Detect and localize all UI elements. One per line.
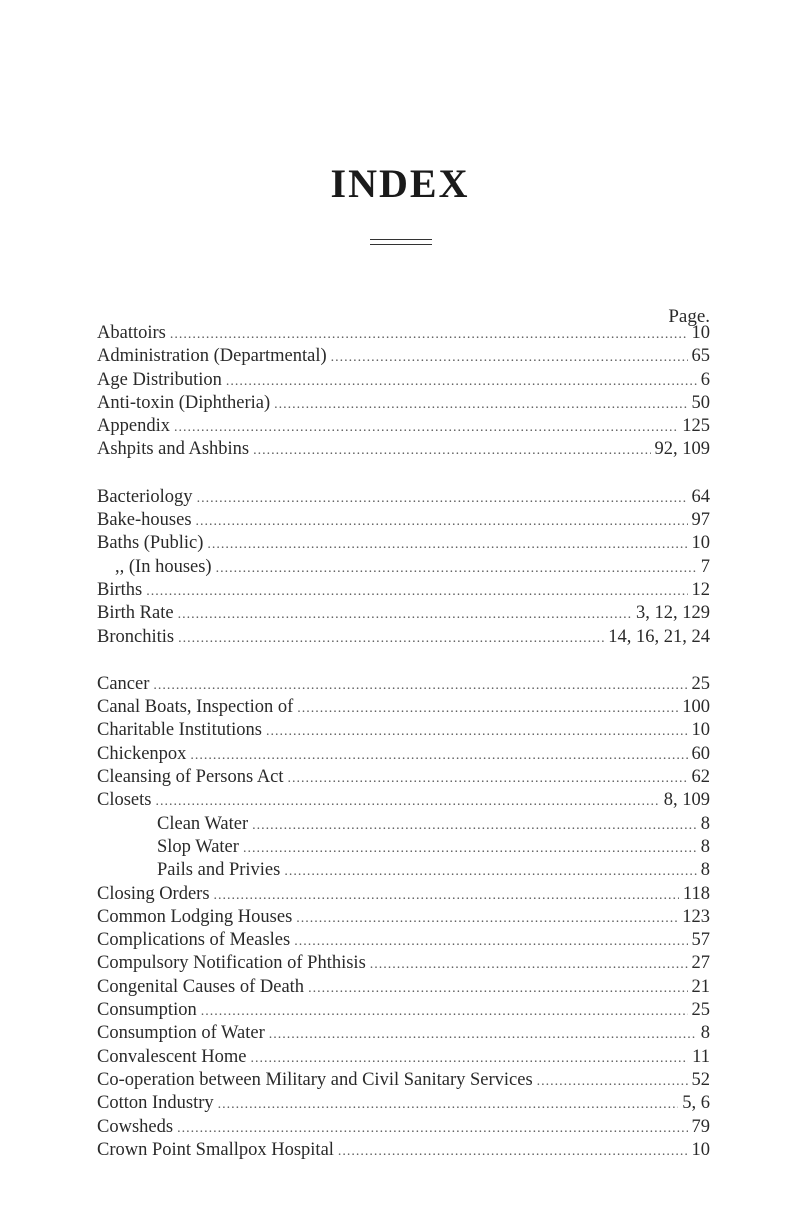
index-entry bbox=[97, 486, 710, 509]
dot-leader bbox=[537, 1070, 688, 1093]
entry-label: Complications of Measles bbox=[97, 930, 291, 951]
entry-label: Age Distribution bbox=[97, 369, 222, 390]
dot-leader bbox=[190, 744, 687, 767]
entry-page-number: 100 bbox=[682, 697, 710, 718]
page-title: INDEX bbox=[330, 161, 470, 206]
entry-page-number: 60 bbox=[691, 743, 710, 764]
index-entry bbox=[97, 438, 710, 461]
entry-label: Bronchitis bbox=[97, 626, 175, 647]
index-entry bbox=[97, 976, 710, 999]
index-entry bbox=[97, 345, 710, 368]
index-entry bbox=[97, 1069, 710, 1092]
entry-label: Slop Water bbox=[157, 836, 239, 857]
entry-page-number: 50 bbox=[691, 392, 710, 413]
entry-label: Cancer bbox=[97, 673, 150, 694]
index-entry bbox=[97, 322, 710, 345]
entry-page-number: 11 bbox=[692, 1046, 710, 1067]
entry-page-number: 8 bbox=[700, 1023, 710, 1044]
index-entry bbox=[97, 906, 710, 929]
entry-page-number: 8 bbox=[700, 836, 710, 857]
dot-leader bbox=[177, 1117, 687, 1140]
index-entry bbox=[97, 626, 710, 649]
entry-page-number: 10 bbox=[691, 533, 710, 554]
entry-label: Appendix bbox=[97, 416, 170, 437]
entry-page-number: 10 bbox=[691, 720, 710, 741]
index-section bbox=[97, 322, 710, 462]
entry-page-number: 27 bbox=[691, 953, 710, 974]
entry-page-number: 8, 109 bbox=[663, 790, 710, 811]
dot-leader bbox=[207, 533, 687, 556]
entry-label: Administration (Departmental) bbox=[97, 346, 327, 367]
index-entry bbox=[97, 719, 710, 742]
entry-page-number: 79 bbox=[691, 1116, 710, 1137]
entry-label: Congenital Causes of Death bbox=[97, 976, 305, 997]
index-entry bbox=[97, 509, 710, 532]
index-entry bbox=[97, 789, 710, 812]
entry-label: ,, (In houses) bbox=[115, 556, 212, 577]
entry-label: Anti-toxin (Diphtheria) bbox=[97, 392, 271, 413]
dot-leader bbox=[331, 346, 688, 369]
dot-leader bbox=[178, 627, 604, 650]
entry-page-number: 52 bbox=[691, 1069, 710, 1090]
index-entry bbox=[97, 999, 710, 1022]
dot-leader bbox=[201, 1000, 688, 1023]
entry-label: Baths (Public) bbox=[97, 533, 204, 554]
dot-leader bbox=[253, 439, 650, 462]
entry-label: Birth Rate bbox=[97, 603, 174, 624]
index-entry bbox=[97, 859, 710, 882]
entry-page-number: 62 bbox=[691, 767, 710, 788]
entry-label: Canal Boats, Inspection of bbox=[97, 697, 294, 718]
index-entry bbox=[97, 532, 710, 555]
dot-leader bbox=[155, 790, 659, 813]
dot-leader bbox=[338, 1140, 688, 1163]
index-section bbox=[97, 673, 710, 1162]
entry-label: Pails and Privies bbox=[157, 860, 281, 881]
entry-label: Clean Water bbox=[157, 813, 249, 834]
entry-label: Abattoirs bbox=[97, 323, 166, 343]
index-entry bbox=[97, 836, 710, 859]
dot-leader bbox=[308, 977, 687, 1000]
entry-label: Crown Point Smallpox Hospital bbox=[97, 1139, 334, 1160]
entry-page-number: 97 bbox=[691, 510, 710, 531]
entry-label: Charitable Institutions bbox=[97, 720, 262, 741]
entry-page-number: 8 bbox=[700, 860, 710, 881]
entry-label: Cleansing of Persons Act bbox=[97, 767, 284, 788]
entry-label: Common Lodging Houses bbox=[97, 906, 293, 927]
index-entry bbox=[97, 929, 710, 952]
entry-page-number: 57 bbox=[691, 930, 710, 951]
index-entry bbox=[97, 743, 710, 766]
dot-leader bbox=[266, 720, 688, 743]
section-gap bbox=[97, 649, 710, 673]
dot-leader bbox=[153, 674, 687, 697]
entry-page-number: 12 bbox=[691, 579, 710, 600]
index-entry bbox=[97, 766, 710, 789]
entry-page-number: 10 bbox=[691, 1139, 710, 1160]
index-entry bbox=[97, 1022, 710, 1045]
index-entry bbox=[97, 556, 710, 579]
entry-label: Bacteriology bbox=[97, 486, 193, 507]
index-entry bbox=[97, 673, 710, 696]
dot-leader bbox=[370, 953, 688, 976]
entry-page-number: 118 bbox=[682, 883, 710, 904]
title-underline-bottom bbox=[370, 244, 432, 245]
entry-label: Ashpits and Ashbins bbox=[97, 439, 250, 460]
index-entry bbox=[97, 602, 710, 625]
dot-leader bbox=[218, 1093, 679, 1116]
dot-leader bbox=[274, 393, 687, 416]
entry-page-number: 25 bbox=[691, 673, 710, 694]
dot-leader bbox=[294, 930, 687, 953]
dot-leader bbox=[296, 907, 678, 930]
index-entry bbox=[97, 1046, 710, 1069]
index-entry bbox=[97, 883, 710, 906]
index-entries bbox=[97, 322, 710, 1162]
index-entry bbox=[97, 696, 710, 719]
entry-label: Bake-houses bbox=[97, 510, 192, 531]
entry-page-number: 64 bbox=[691, 486, 710, 507]
entry-page-number: 7 bbox=[700, 556, 710, 577]
entry-label: Cowsheds bbox=[97, 1116, 174, 1137]
entry-page-number: 8 bbox=[700, 813, 710, 834]
dot-leader bbox=[196, 510, 688, 533]
index-entry bbox=[97, 952, 710, 975]
index-entry bbox=[97, 813, 710, 836]
entry-label: Convalescent Home bbox=[97, 1046, 247, 1067]
entry-label: Closets bbox=[97, 790, 152, 811]
entry-label: Consumption of Water bbox=[97, 1023, 265, 1044]
dot-leader bbox=[243, 837, 697, 860]
entry-page-number: 125 bbox=[682, 416, 710, 437]
index-section bbox=[97, 486, 710, 649]
entry-page-number: 6 bbox=[700, 369, 710, 390]
entry-page-number: 25 bbox=[691, 1000, 710, 1021]
dot-leader bbox=[288, 767, 688, 790]
title-underline-top bbox=[370, 239, 432, 240]
entry-page-number: 92, 109 bbox=[654, 439, 710, 460]
index-entry bbox=[97, 415, 710, 438]
index-entry bbox=[97, 392, 710, 415]
entry-label: Cotton Industry bbox=[97, 1093, 214, 1114]
dot-leader bbox=[269, 1023, 697, 1046]
dot-leader bbox=[146, 580, 687, 603]
entry-page-number: 5, 6 bbox=[682, 1093, 710, 1114]
dot-leader bbox=[170, 323, 688, 346]
dot-leader bbox=[284, 860, 696, 883]
index-entry bbox=[97, 579, 710, 602]
dot-leader bbox=[197, 487, 688, 510]
dot-leader bbox=[216, 557, 697, 580]
section-gap bbox=[97, 462, 710, 486]
page-column-header: Page. bbox=[668, 306, 710, 327]
entry-page-number: 65 bbox=[691, 346, 710, 367]
entry-page-number: 10 bbox=[691, 323, 710, 343]
entry-page-number: 14, 16, 21, 24 bbox=[608, 626, 710, 647]
dot-leader bbox=[174, 416, 678, 439]
entry-label: Chickenpox bbox=[97, 743, 187, 764]
entry-page-number: 21 bbox=[691, 976, 710, 997]
dot-leader bbox=[251, 1047, 689, 1070]
index-entry bbox=[97, 1139, 710, 1162]
dot-leader bbox=[297, 697, 678, 720]
entry-label: Births bbox=[97, 579, 143, 600]
entry-label: Co-operation between Military and Civil Sanitary Services bbox=[97, 1069, 533, 1090]
index-entry bbox=[97, 1092, 710, 1115]
entry-page-number: 3, 12, 129 bbox=[636, 603, 710, 624]
dot-leader bbox=[178, 603, 632, 626]
entry-label: Consumption bbox=[97, 1000, 197, 1021]
dot-leader bbox=[252, 814, 697, 837]
entry-label: Compulsory Notification of Phthisis bbox=[97, 953, 366, 974]
index-entry bbox=[97, 1116, 710, 1139]
entry-label: Closing Orders bbox=[97, 883, 210, 904]
entry-page-number: 123 bbox=[682, 906, 710, 927]
dot-leader bbox=[226, 370, 697, 393]
index-entry bbox=[97, 369, 710, 392]
dot-leader bbox=[214, 884, 679, 907]
